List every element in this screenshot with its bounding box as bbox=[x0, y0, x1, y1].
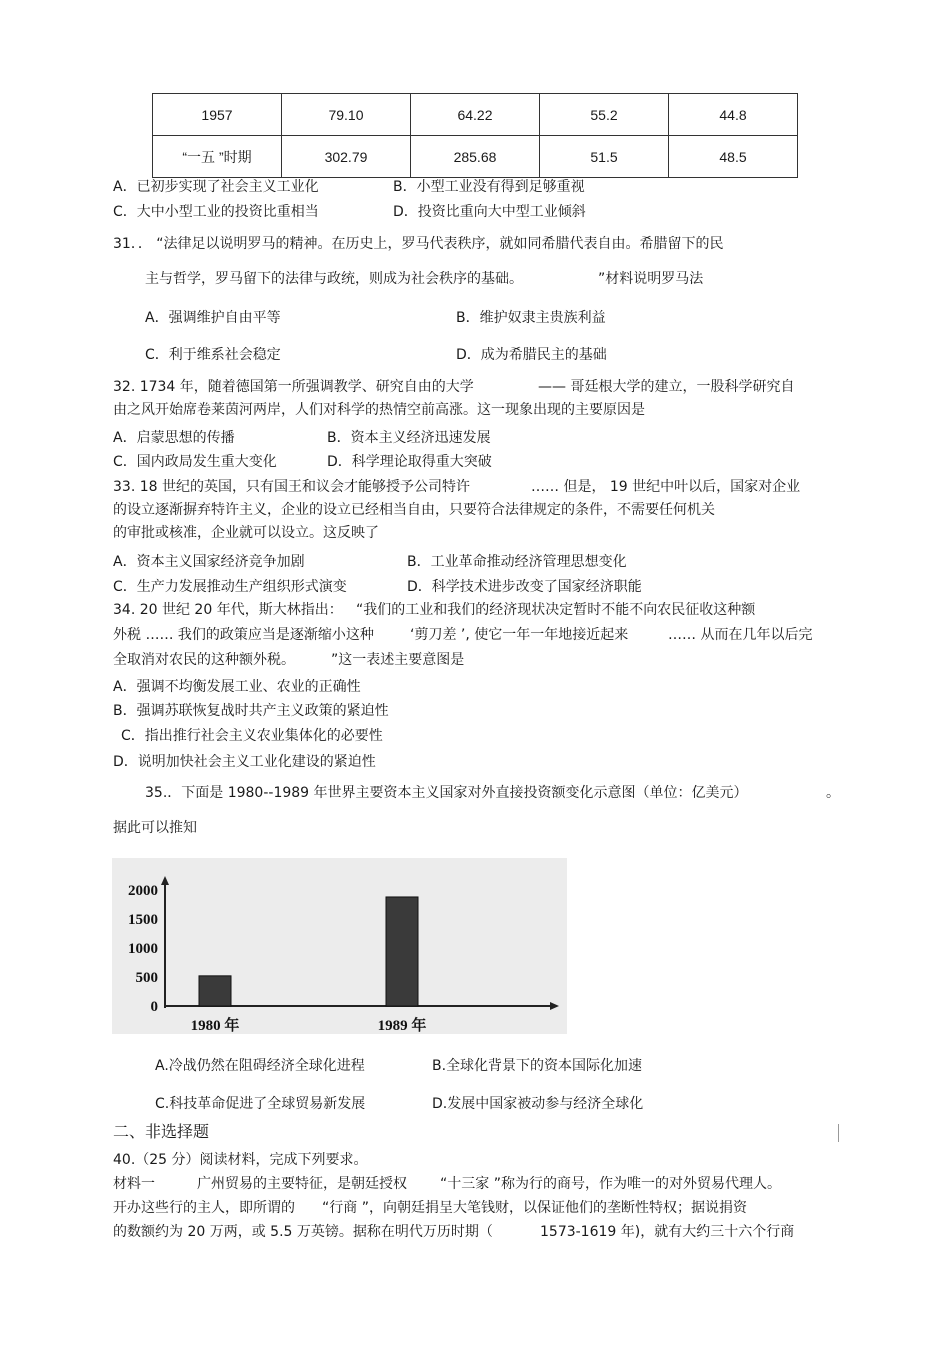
q40-stem-line4b: 1573-1619 年)，就有大约三十六个行商 bbox=[540, 1224, 795, 1240]
y-tick-label: 0 bbox=[150, 999, 158, 1015]
q34-option-a[interactable]: A．强调不均衡发展工业、农业的正确性 bbox=[113, 679, 361, 695]
q34-stem-line3a: 全取消对农民的这种额外税。 bbox=[113, 652, 295, 668]
q34-option-d[interactable]: D．说明加快社会主义工业化建设的紧迫性 bbox=[113, 754, 376, 770]
x-category-label: 1980 年 bbox=[190, 1018, 240, 1034]
q32-option-d[interactable]: D．科学理论取得重大突破 bbox=[327, 454, 492, 470]
q34-option-b[interactable]: B．强调苏联恢复战时共产主义政策的紧迫性 bbox=[113, 703, 389, 719]
q31-option-c[interactable]: C．利于维系社会稳定 bbox=[145, 347, 281, 363]
q32-stem-line1b: —— 哥廷根大学的建立，一股科学研究自 bbox=[538, 379, 795, 395]
q33-stem-line3: 的审批或核准，企业就可以设立。这反映了 bbox=[113, 525, 379, 541]
table-row bbox=[153, 94, 798, 136]
q31-stem-line2: 主与哲学，罗马留下的法律与政统，则成为社会秩序的基础。 bbox=[145, 271, 523, 287]
q35-stem-line2: 据此可以推知 bbox=[113, 820, 197, 836]
q30-option-a[interactable]: A．已初步实现了社会主义工业化 bbox=[113, 179, 319, 195]
q34-stem-line2c: …… 从而在几年以后完 bbox=[668, 627, 813, 643]
q30-option-c[interactable]: C．大中小型工业的投资比重相当 bbox=[113, 204, 319, 220]
q32-stem-line1a: 32. 1734 年，随着德国第一所强调教学、研究自由的大学 bbox=[113, 379, 474, 395]
q34-stem-line1b: “我们的工业和我们的经济现状决定暂时不能不向农民征收这种额 bbox=[356, 602, 756, 618]
q33-stem-line1b: …… 但是， 19 世纪中叶以后，国家对企业 bbox=[531, 479, 801, 495]
q35-option-a[interactable]: A.冷战仍然在阻碍经济全球化进程 bbox=[155, 1058, 365, 1074]
q33-option-a[interactable]: A．资本主义国家经济竞争加剧 bbox=[113, 554, 305, 570]
q32-option-c[interactable]: C．国内政局发生重大变化 bbox=[113, 454, 277, 470]
table-cell: 55.2 bbox=[540, 94, 669, 136]
q31-stem-line2b: ”材料说明罗马法 bbox=[598, 271, 704, 287]
investment-bar-chart bbox=[112, 858, 567, 1034]
q40-stem-line1: 40.（25 分）阅读材料，完成下列要求。 bbox=[113, 1152, 368, 1168]
chart-svg bbox=[112, 858, 567, 1034]
q40-stem-line2c: “十三家 ”称为行的商号，作为唯一的对外贸易代理人。 bbox=[440, 1176, 781, 1192]
table-cell: 285.68 bbox=[411, 136, 540, 178]
table-row bbox=[153, 136, 798, 178]
y-axis-arrow-icon bbox=[161, 876, 169, 885]
q34-stem-line3b: ”这一表述主要意图是 bbox=[331, 652, 465, 668]
q35-option-c[interactable]: C.科技革命促进了全球贸易新发展 bbox=[155, 1096, 366, 1112]
q32-option-b[interactable]: B．资本主义经济迅速发展 bbox=[327, 430, 491, 446]
table-cell: 48.5 bbox=[669, 136, 798, 178]
y-tick-label: 1000 bbox=[128, 941, 158, 957]
table-cell: 1957 bbox=[153, 94, 282, 136]
q40-material-label: 材料一 bbox=[113, 1176, 155, 1192]
q35-stem-line1: 35.．下面是 1980--1989 年世界主要资本主义国家对外直接投资额变化示意图（单位：亿美元） bbox=[145, 785, 748, 801]
q32-option-a[interactable]: A．启蒙思想的传播 bbox=[113, 430, 235, 446]
q30-option-d[interactable]: D．投资比重向大中型工业倾斜 bbox=[393, 204, 586, 220]
table-cell: 79.10 bbox=[282, 94, 411, 136]
table-cell: 51.5 bbox=[540, 136, 669, 178]
x-category-label: 1989 年 bbox=[377, 1018, 427, 1034]
table-cell: 64.22 bbox=[411, 94, 540, 136]
q35-option-b[interactable]: B.全球化背景下的资本国际化加速 bbox=[432, 1058, 643, 1074]
q40-stem-line4a: 的数额约为 20 万两，或 5.5 万英镑。据称在明代万历时期（ bbox=[113, 1224, 493, 1240]
q34-stem-line2a: 外税 …… 我们的政策应当是逐渐缩小这种 bbox=[113, 627, 374, 643]
q35-option-d[interactable]: D.发展中国家被动参与经济全球化 bbox=[432, 1096, 644, 1112]
q31-option-b[interactable]: B．维护奴隶主贵族利益 bbox=[456, 310, 606, 326]
table-cell: “一五 ”时期 bbox=[153, 136, 282, 178]
q33-option-c[interactable]: C．生产力发展推动生产组织形式演变 bbox=[113, 579, 347, 595]
y-tick-label: 1500 bbox=[128, 912, 158, 928]
q35-stem-line1-end: 。 bbox=[826, 785, 840, 801]
bar bbox=[199, 976, 231, 1006]
q40-stem-line2b: 广州贸易的主要特征，是朝廷授权 bbox=[197, 1176, 407, 1192]
q31-option-d[interactable]: D．成为希腊民主的基础 bbox=[456, 347, 607, 363]
q40-stem-line3a: 开办这些行的主人，即所谓的 bbox=[113, 1200, 295, 1216]
q31-stem-line1: 31．． “法律足以说明罗马的精神。在历史上，罗马代表秩序，就如同希腊代表自由。希腊留下的民 bbox=[113, 236, 724, 252]
q33-option-b[interactable]: B．工业革命推动经济管理思想变化 bbox=[407, 554, 627, 570]
q33-stem-line1a: 33. 18 世纪的英国，只有国王和议会才能够授予公司特许 bbox=[113, 479, 470, 495]
x-axis-arrow-icon bbox=[550, 1002, 559, 1010]
investment-table bbox=[152, 93, 798, 178]
q33-stem-line2: 的设立逐渐摒弃特许主义，企业的设立已经相当自由，只要符合法律规定的条件，不需要任何机关 bbox=[113, 502, 715, 518]
q34-option-c[interactable]: C．指出推行社会主义农业集体化的必要性 bbox=[121, 728, 383, 744]
q34-stem-line2b: ‘剪刀差 ’, 使它一年一年地接近起来 bbox=[410, 627, 629, 643]
bar bbox=[386, 897, 418, 1006]
q33-option-d[interactable]: D．科学技术进步改变了国家经济职能 bbox=[407, 579, 642, 595]
table-cell: 44.8 bbox=[669, 94, 798, 136]
q31-option-a[interactable]: A．强调维护自由平等 bbox=[145, 310, 281, 326]
q40-stem-line3b: “行商 ”，向朝廷捐呈大笔钱财，以保证他们的垄断性特权；据说捐资 bbox=[322, 1200, 747, 1216]
table-cell: 302.79 bbox=[282, 136, 411, 178]
section-title: 二、非选择题 bbox=[113, 1122, 210, 1141]
q30-option-b[interactable]: B．小型工业没有得到足够重视 bbox=[393, 179, 585, 195]
y-tick-label: 2000 bbox=[128, 883, 158, 899]
q34-stem-line1a: 34. 20 世纪 20 年代，斯大林指出： bbox=[113, 602, 343, 618]
q32-stem-line2: 由之风开始席卷莱茵河两岸，人们对科学的热情空前高涨。这一现象出现的主要原因是 bbox=[113, 402, 645, 418]
margin-divider bbox=[838, 1124, 839, 1142]
y-tick-label: 500 bbox=[135, 970, 158, 986]
